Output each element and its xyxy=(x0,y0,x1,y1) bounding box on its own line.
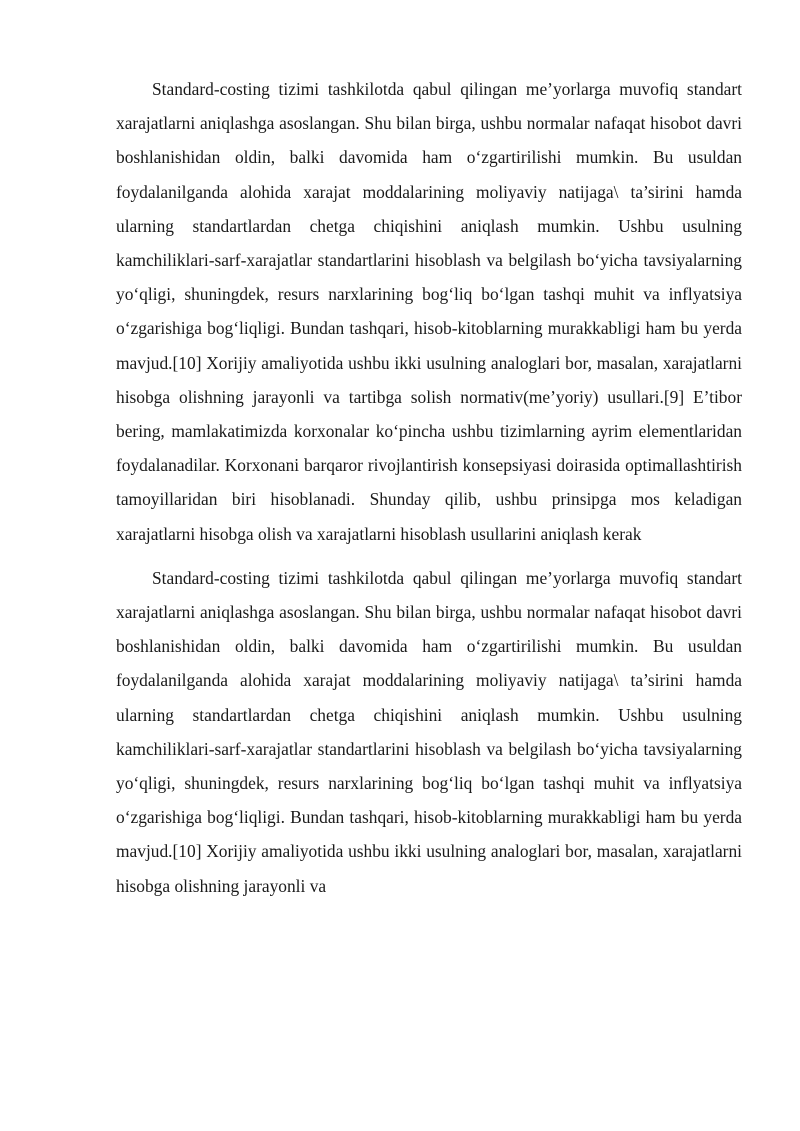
document-page xyxy=(116,72,742,903)
paragraph-2: Standard-costing tizimi tashkilotda qabul qilingan me’yorlarga muvofiq standart xarajatlarni aniqlashga asoslangan. Shu bilan birga, ushbu normalar nafaqat hisobot davri boshlanishidan oldin, balki davomida ham o‘zgartirilishi mumkin. Bu usuldan foydalanilganda alohida xarajat moddalarining moliyaviy natijaga\ ta’sirini hamda ularning standartlardan chetga chiqishini aniqlash mumkin. Ushbu usulning kamchiliklari-sarf-xarajatlar standartlarini hisoblash va belgilash bo‘yicha tavsiyalarning yo‘qligi, shuningdek, resurs narxlarining bog‘liq bo‘lgan tashqi muhit va inflyatsiya o‘zgarishiga bog‘liqligi. Bundan tashqari, hisob-kitoblarning murakkabligi ham bu yerda mavjud.[10] Xorijiy amaliyotida ushbu ikki usulning analoglari bor, masalan, xarajatlarni hisobga olishning jarayonli va xyxy=(116,567,742,896)
paragraph-1: Standard-costing tizimi tashkilotda qabul qilingan me’yorlarga muvofiq standart xarajatlarni aniqlashga asoslangan. Shu bilan birga, ushbu normalar nafaqat hisobot davri boshlanishidan oldin, balki davomida ham o‘zgartirilishi mumkin. Bu usuldan foydalanilganda alohida xarajat moddalarining moliyaviy natijaga\ ta’sirini hamda ularning standartlardan chetga chiqishini aniqlash mumkin. Ushbu usulning kamchiliklari-sarf-xarajatlar standartlarini hisoblash va belgilash bo‘yicha tavsiyalarning yo‘qligi, shuningdek, resurs narxlarining bog‘liq bo‘lgan tashqi muhit va inflyatsiya o‘zgarishiga bog‘liqligi. Bundan tashqari, hisob-kitoblarning murakkabligi ham bu yerda mavjud.[10] Xorijiy amaliyotida ushbu ikki usulning analoglari bor, masalan, xarajatlarni hisobga olishning jarayonli va tartibga solish normativ(me’yoriy) usullari.[9] E’tibor bering, mamlakatimizda korxonalar ko‘pincha ushbu tizimlarning ayrim elementlaridan foydalanadilar. Korxonani barqaror rivojlantirish konsepsiyasi doirasida optimallashtirish tamoyillaridan biri hisoblanadi. Shunday qilib, ushbu prinsipga mos keladigan xarajatlarni hisobga olish va xarajatlarni hisoblash usullarini aniqlash kerak xyxy=(116,79,742,544)
